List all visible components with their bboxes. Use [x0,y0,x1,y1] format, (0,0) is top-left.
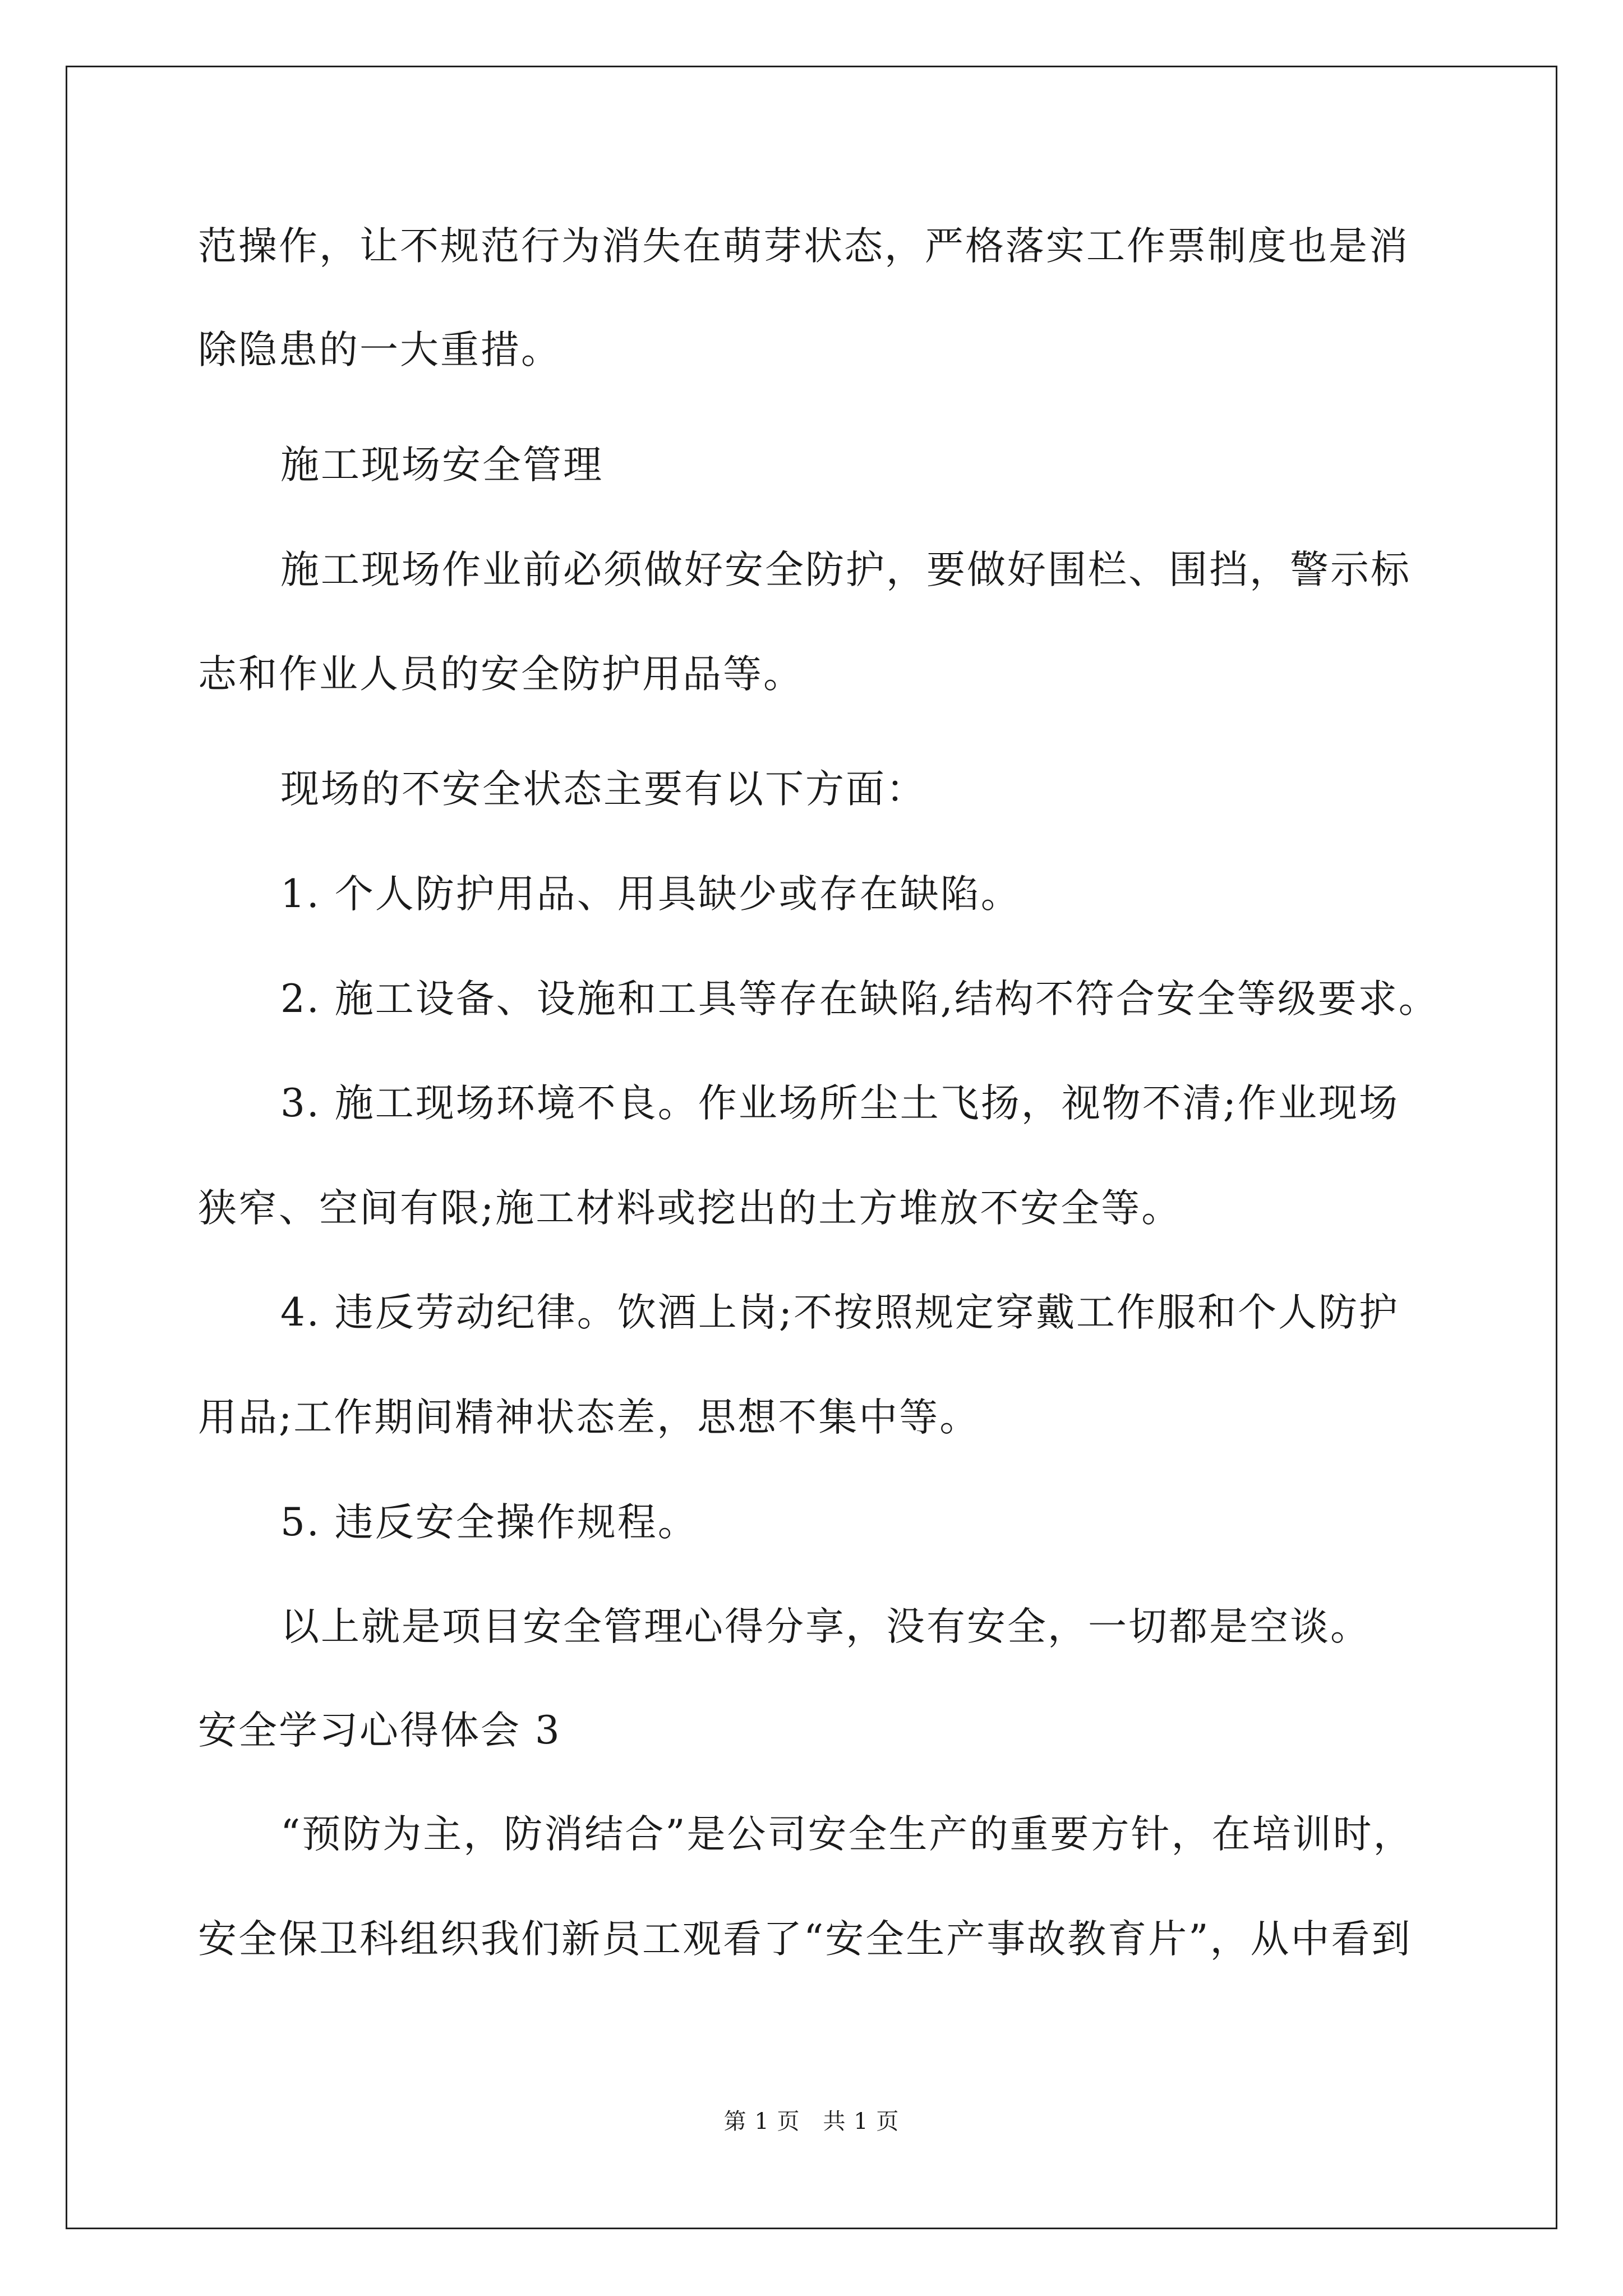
list-item-4: 4. 违反劳动纪律。饮酒上岗;不按照规定穿戴工作服和个人防护 [280,1290,1400,1335]
body-line-17: 安全保卫科组织我们新员工观看了“安全生产事故教育片”，从中看到 [198,1917,1412,1962]
list-item-5: 5. 违反安全操作规程。 [280,1500,698,1545]
body-line-4: 施工现场作业前必须做好安全防护，要做好围栏、围挡，警示标 [280,547,1411,592]
body-line-16: “预防为主，防消结合”是公司安全生产的重要方针，在培训时， [280,1812,1414,1857]
page-border [66,66,1557,2229]
body-line-summary: 以上就是项目安全管理心得分享，没有安全，一切都是空谈。 [280,1604,1371,1649]
list-item-3: 3. 施工现场环境不良。作业场所尘土飞扬，视物不清;作业现场 [280,1081,1400,1126]
list-item-3-cont: 狭窄、空间有限;施工材料或挖出的土方堆放不安全等。 [198,1186,1182,1231]
body-line-2: 除隐患的一大重措。 [198,328,561,372]
page-footer: 第 1 页 共 1 页 [723,2109,900,2134]
body-line-6: 现场的不安全状态主要有以下方面： [280,767,926,812]
body-line-1: 范操作，让不规范行为消失在萌芽状态，严格落实工作票制度也是消 [198,224,1409,269]
list-item-1: 1. 个人防护用品、用具缺少或存在缺陷。 [280,872,1021,917]
body-line-5: 志和作业人员的安全防护用品等。 [198,652,804,697]
list-item-2: 2. 施工设备、设施和工具等存在缺陷,结构不符合安全等级要求。 [280,977,1439,1022]
section-heading: 施工现场安全管理 [280,443,603,487]
article-title: 安全学习心得体会 3 [198,1708,561,1753]
list-item-4-cont: 用品;工作期间精神状态差，思想不集中等。 [198,1395,980,1440]
